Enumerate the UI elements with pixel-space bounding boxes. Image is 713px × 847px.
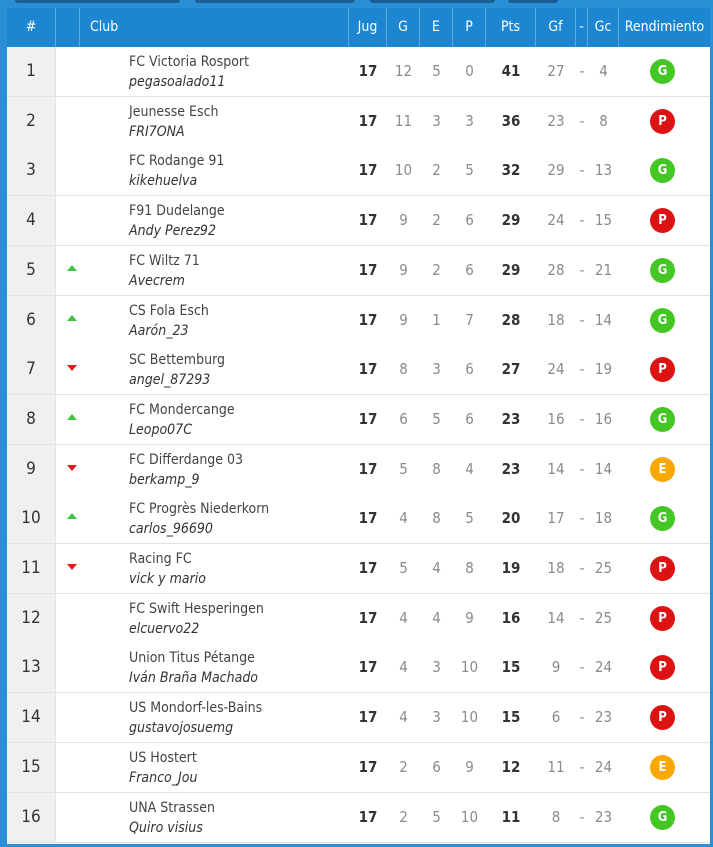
stat-gf: 9: [551, 658, 561, 677]
top-tab[interactable]: [15, 0, 180, 3]
stat-pts: 28: [501, 310, 521, 329]
stat-gc: 8: [599, 111, 608, 130]
stat-e: 3: [432, 111, 441, 130]
col-header-trend: [56, 8, 80, 47]
position-cell: 15: [7, 743, 56, 792]
trend-down-icon: [67, 564, 77, 570]
stat-p: 10: [460, 708, 479, 727]
stat-g: 9: [399, 260, 408, 279]
stat-pts: 15: [501, 658, 521, 677]
manager-name[interactable]: FRI7ONA: [129, 123, 185, 140]
stat-jug: 17: [358, 807, 378, 826]
col-header-e[interactable]: E: [420, 8, 453, 47]
stat-e: 3: [432, 708, 441, 727]
standings-table: [7, 8, 710, 844]
stat-jug: 17: [358, 62, 378, 80]
stat-gc: 24: [594, 658, 613, 677]
stat-p: 0: [465, 62, 474, 80]
stat-g: 4: [399, 608, 408, 627]
manager-name[interactable]: pegasoalado11: [129, 74, 226, 90]
stat-pts: 12: [501, 757, 521, 776]
club-name[interactable]: FC Mondercange: [129, 401, 235, 418]
stat-gf: 18: [547, 310, 565, 329]
stat-p: 8: [465, 559, 474, 577]
stat-pts: 11: [501, 807, 521, 826]
table-row[interactable]: [7, 47, 710, 97]
stat-dash: -: [579, 459, 585, 478]
table-row[interactable]: [7, 146, 710, 196]
table-header: [7, 8, 710, 47]
position-cell: 14: [7, 693, 56, 742]
stat-p: 6: [465, 360, 474, 379]
col-header-gc[interactable]: Gc: [588, 8, 619, 47]
stat-dash: -: [579, 509, 585, 528]
stat-e: 1: [432, 310, 441, 329]
stat-jug: 17: [358, 658, 378, 677]
stat-gf: 18: [547, 559, 565, 577]
trend-up-icon: [67, 315, 77, 321]
stat-g: 5: [399, 459, 408, 478]
stat-jug: 17: [358, 608, 378, 627]
position-cell: 11: [7, 544, 56, 593]
table-row[interactable]: [7, 196, 710, 246]
trend-up-icon: [67, 414, 77, 420]
stat-pts: 15: [501, 708, 521, 727]
stat-dash: -: [579, 310, 585, 329]
stat-e: 4: [432, 608, 441, 627]
stat-p: 4: [465, 459, 474, 478]
form-badge: G: [650, 308, 675, 333]
table-row[interactable]: [7, 793, 710, 843]
position-cell: 10: [7, 494, 56, 543]
stat-gf: 29: [547, 161, 565, 180]
stat-pts: 19: [501, 559, 521, 577]
trend-up-icon: [67, 265, 77, 271]
stat-dash: -: [579, 360, 585, 379]
stat-p: 3: [465, 111, 474, 130]
stat-pts: 32: [501, 161, 521, 180]
stat-pts: 27: [501, 360, 521, 379]
manager-name[interactable]: kikehuelva: [129, 173, 198, 190]
manager-name[interactable]: elcuervo22: [129, 620, 200, 637]
club-name[interactable]: US Mondorf-les-Bains: [129, 700, 263, 717]
stat-p: 7: [465, 310, 474, 329]
stat-dash: -: [579, 559, 585, 577]
stat-g: 2: [399, 757, 408, 776]
stat-g: 10: [394, 161, 413, 180]
position-cell: 1: [7, 47, 56, 96]
stat-pts: 41: [501, 62, 521, 80]
form-badge: P: [650, 606, 675, 631]
table-row[interactable]: [7, 296, 710, 346]
position-cell: 6: [7, 296, 56, 345]
table-row[interactable]: [7, 594, 710, 644]
stat-gc: 15: [594, 211, 613, 230]
manager-name[interactable]: Quiro visius: [129, 819, 203, 836]
table-row[interactable]: [7, 395, 710, 445]
col-header-club[interactable]: Club: [80, 8, 349, 47]
stat-g: 9: [399, 310, 408, 329]
club-name[interactable]: CS Fola Esch: [129, 302, 209, 319]
stat-g: 11: [394, 111, 413, 130]
stat-gc: 18: [594, 509, 613, 528]
top-tab[interactable]: [508, 0, 558, 3]
stat-jug: 17: [358, 161, 378, 180]
stat-gc: 25: [594, 559, 613, 577]
stat-e: 5: [432, 62, 441, 80]
stat-jug: 17: [358, 459, 378, 478]
manager-name[interactable]: gustavojosuemg: [129, 720, 234, 737]
manager-name[interactable]: Aarón_23: [129, 322, 189, 339]
col-header-jug[interactable]: Jug: [349, 8, 387, 47]
manager-name[interactable]: Avecrem: [129, 272, 185, 289]
position-cell: 16: [7, 793, 56, 842]
stat-gc: 14: [594, 310, 613, 329]
club-name[interactable]: Racing FC: [129, 551, 192, 567]
form-badge: G: [650, 407, 675, 432]
form-badge: E: [650, 755, 675, 780]
stat-gc: 23: [594, 708, 613, 727]
stat-e: 2: [432, 211, 441, 230]
stat-jug: 17: [358, 509, 378, 528]
stat-gc: 24: [594, 757, 613, 776]
stat-gf: 27: [547, 62, 565, 80]
stat-pts: 16: [501, 608, 521, 627]
col-header-rendimiento[interactable]: Rendimiento: [624, 19, 705, 35]
stat-pts: 29: [501, 260, 521, 279]
manager-name[interactable]: Franco_Jou: [129, 769, 198, 786]
stat-g: 5: [399, 559, 408, 577]
stat-jug: 17: [358, 708, 378, 727]
manager-name[interactable]: vick y mario: [129, 571, 206, 587]
stat-e: 2: [432, 161, 441, 180]
stat-jug: 17: [358, 211, 378, 230]
manager-name[interactable]: Andy Perez92: [129, 223, 216, 240]
stat-gc: 14: [594, 459, 613, 478]
stat-p: 10: [460, 658, 479, 677]
manager-name[interactable]: Leopo07C: [129, 421, 192, 438]
position-cell: 13: [7, 643, 56, 692]
stat-gc: 16: [594, 409, 613, 428]
stat-dash: -: [579, 807, 585, 826]
stat-jug: 17: [358, 409, 378, 428]
club-name[interactable]: FC Progrès Niederkorn: [129, 501, 270, 518]
col-header-gf[interactable]: Gf: [536, 8, 576, 47]
manager-name[interactable]: Iván Braña Machado: [129, 670, 259, 687]
stat-g: 9: [399, 211, 408, 230]
stat-pts: 29: [501, 211, 521, 230]
club-name[interactable]: F91 Dudelange: [129, 203, 225, 220]
stat-e: 2: [432, 260, 441, 279]
stat-dash: -: [579, 658, 585, 677]
table-row[interactable]: [7, 445, 710, 495]
stat-p: 5: [465, 161, 474, 180]
stat-p: 10: [460, 807, 479, 826]
manager-name[interactable]: angel_87293: [129, 372, 211, 389]
stat-gf: 24: [547, 360, 565, 379]
position-cell: 7: [7, 345, 56, 394]
trend-down-icon: [67, 465, 77, 471]
stat-pts: 23: [501, 409, 521, 428]
stat-p: 6: [465, 211, 474, 230]
club-name[interactable]: FC Wiltz 71: [129, 252, 200, 269]
stat-dash: -: [579, 409, 585, 428]
col-header-g[interactable]: G: [387, 8, 420, 47]
top-tab[interactable]: [195, 0, 355, 3]
table-row[interactable]: [7, 544, 710, 594]
position-cell: 12: [7, 594, 56, 643]
table-row[interactable]: [7, 494, 710, 544]
stat-gf: 17: [547, 509, 565, 528]
club-name[interactable]: FC Rodange 91: [129, 153, 225, 170]
position-cell: 3: [7, 146, 56, 195]
stat-pts: 20: [501, 509, 521, 528]
stat-jug: 17: [358, 111, 378, 130]
club-name[interactable]: FC Victoria Rosport: [129, 54, 250, 70]
stat-dash: -: [579, 708, 585, 727]
stat-g: 12: [394, 62, 413, 80]
col-header-pts[interactable]: Pts: [486, 8, 536, 47]
position-cell: 2: [7, 97, 56, 146]
table-row[interactable]: [7, 643, 710, 693]
form-badge: E: [650, 457, 675, 482]
stat-g: 2: [399, 807, 408, 826]
club-name[interactable]: Union Titus Pétange: [129, 650, 255, 667]
stat-gf: 6: [551, 708, 561, 727]
stat-dash: -: [579, 62, 585, 80]
stat-jug: 17: [358, 260, 378, 279]
form-badge: G: [650, 805, 675, 830]
stat-dash: -: [579, 111, 585, 130]
stat-e: 5: [432, 409, 441, 428]
stat-p: 6: [465, 409, 474, 428]
stat-gf: 14: [547, 608, 565, 627]
stat-dash: -: [579, 260, 585, 279]
stat-dash: -: [579, 211, 585, 230]
table-row[interactable]: [7, 345, 710, 395]
stat-gf: 11: [547, 757, 565, 776]
stat-g: 6: [399, 409, 408, 428]
stat-e: 8: [432, 459, 441, 478]
form-badge: P: [650, 208, 675, 233]
stat-e: 5: [432, 807, 441, 826]
stat-gc: 21: [594, 260, 613, 279]
form-badge: P: [650, 357, 675, 382]
stat-dash: -: [579, 757, 585, 776]
top-tab-strip: [0, 0, 713, 8]
club-name[interactable]: FC Swift Hesperingen: [129, 600, 264, 617]
form-badge: G: [650, 158, 675, 183]
table-row[interactable]: [7, 743, 710, 793]
stat-g: 8: [399, 360, 408, 379]
stat-gf: 23: [547, 111, 565, 130]
col-header-dash: -: [576, 8, 588, 47]
stat-gf: 8: [551, 807, 561, 826]
stat-gc: 19: [594, 360, 613, 379]
form-badge: G: [650, 506, 675, 531]
stat-e: 3: [432, 360, 441, 379]
stat-e: 3: [432, 658, 441, 677]
club-name[interactable]: FC Differdange 03: [129, 451, 244, 468]
stat-jug: 17: [358, 360, 378, 379]
stat-g: 4: [399, 708, 408, 727]
club-name[interactable]: UNA Strassen: [129, 799, 215, 816]
stat-jug: 17: [358, 559, 378, 577]
manager-name[interactable]: carlos_96690: [129, 521, 213, 538]
form-badge: P: [650, 705, 675, 730]
form-badge: G: [650, 258, 675, 283]
stat-p: 6: [465, 260, 474, 279]
stat-e: 4: [432, 559, 441, 577]
position-cell: 8: [7, 395, 56, 444]
stat-gc: 23: [594, 807, 613, 826]
stat-g: 4: [399, 658, 408, 677]
form-badge: P: [650, 556, 675, 581]
stat-dash: -: [579, 161, 585, 180]
position-cell: 5: [7, 246, 56, 295]
club-name[interactable]: Jeunesse Esch: [129, 103, 219, 120]
form-badge: P: [650, 109, 675, 134]
club-name[interactable]: SC Bettemburg: [129, 352, 225, 369]
table-row[interactable]: [7, 246, 710, 296]
trend-down-icon: [67, 365, 77, 371]
stat-e: 8: [432, 509, 441, 528]
stat-pts: 23: [501, 459, 521, 478]
trend-up-icon: [67, 513, 77, 519]
stat-dash: -: [579, 608, 585, 627]
stat-gf: 24: [547, 211, 565, 230]
stat-gc: 4: [599, 62, 608, 80]
form-badge: G: [650, 59, 675, 84]
table-row[interactable]: [7, 693, 710, 743]
stat-pts: 36: [501, 111, 521, 130]
stat-gf: 28: [547, 260, 565, 279]
stat-gf: 16: [547, 409, 565, 428]
stat-gf: 14: [547, 459, 565, 478]
col-header-p[interactable]: P: [453, 8, 486, 47]
manager-name[interactable]: berkamp_9: [129, 471, 200, 488]
stat-p: 5: [465, 509, 474, 528]
club-name[interactable]: US Hostert: [129, 749, 197, 766]
table-row[interactable]: [7, 97, 710, 147]
stat-p: 9: [465, 757, 474, 776]
stat-jug: 17: [358, 310, 378, 329]
position-cell: 9: [7, 445, 56, 494]
top-tab[interactable]: [370, 0, 495, 3]
stat-gc: 25: [594, 608, 613, 627]
col-header-pos[interactable]: #: [7, 8, 56, 47]
position-cell: 4: [7, 196, 56, 245]
form-badge: P: [650, 655, 675, 680]
stat-g: 4: [399, 509, 408, 528]
stat-e: 6: [432, 757, 441, 776]
stat-gc: 13: [594, 161, 613, 180]
stat-jug: 17: [358, 757, 378, 776]
stat-p: 9: [465, 608, 474, 627]
